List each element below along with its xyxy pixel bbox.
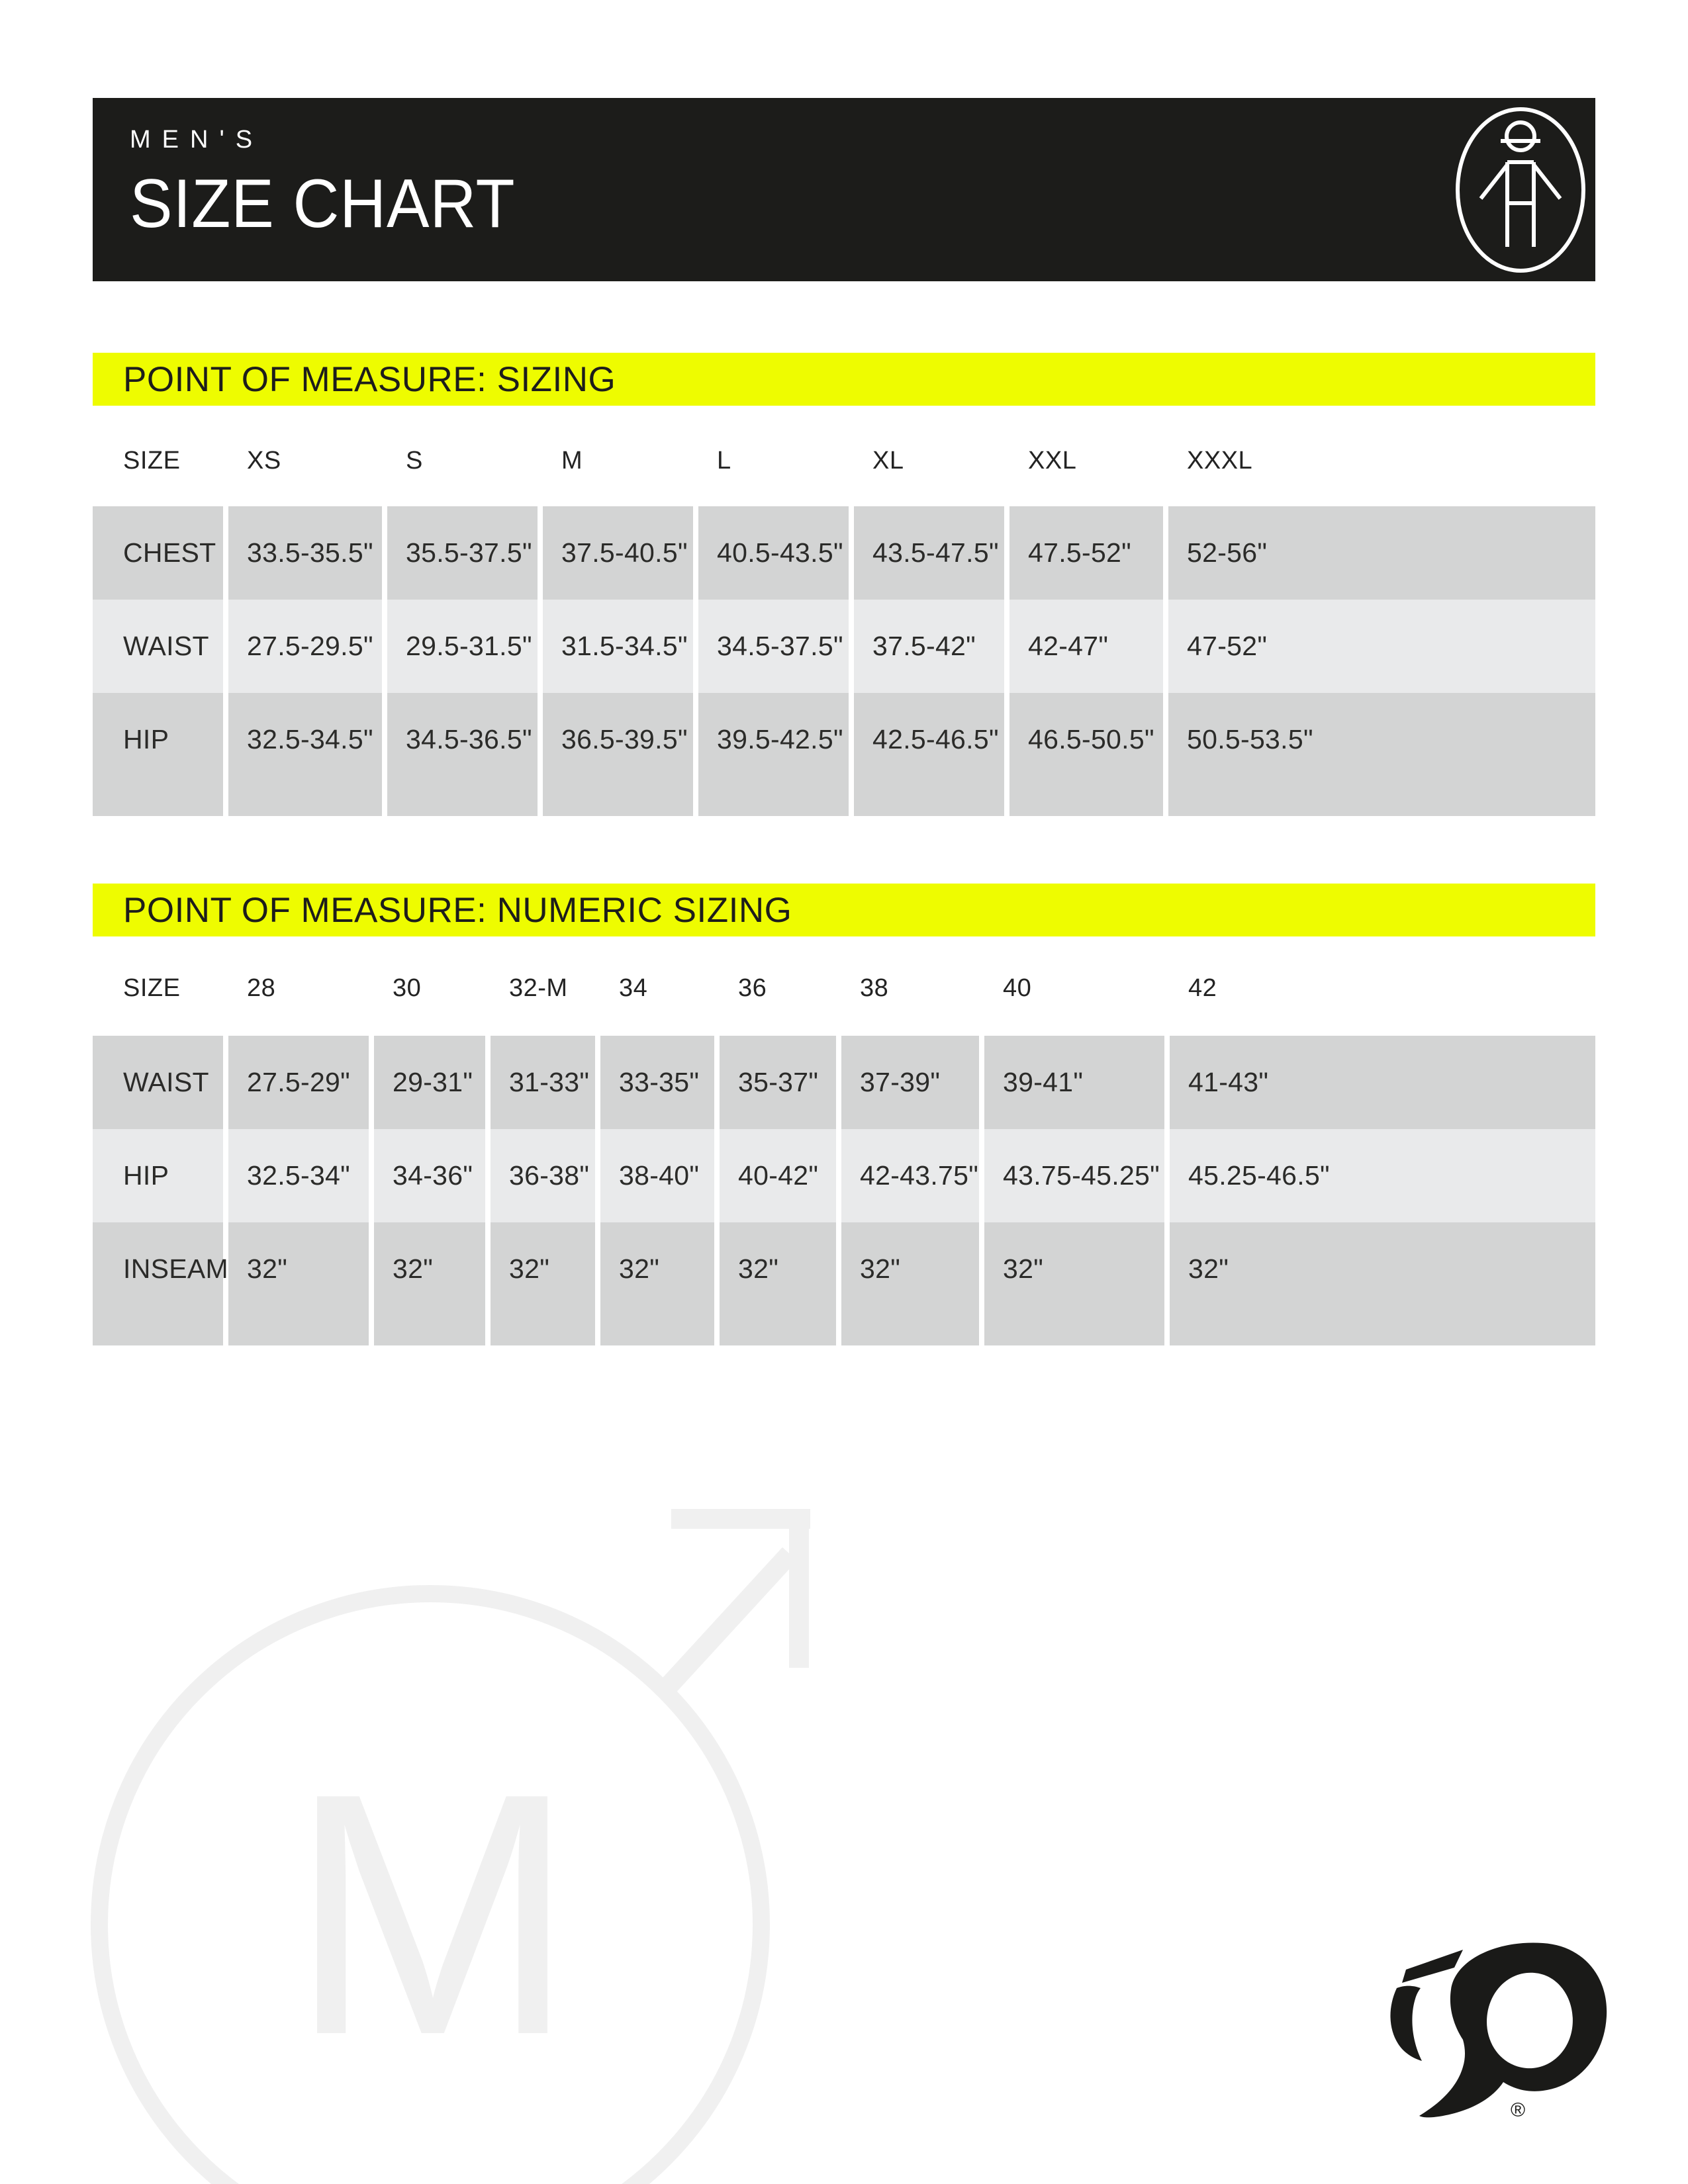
section-title: POINT OF MEASURE: SIZING: [123, 359, 616, 399]
column-header: 32-M: [509, 974, 568, 1002]
table-cell: 27.5-29": [228, 1036, 369, 1129]
table-row: [93, 600, 1595, 693]
column-header: XS: [247, 446, 281, 475]
table-cell: 32.5-34.5": [228, 693, 382, 816]
section-header-sizing: [93, 353, 1595, 406]
table-cell: 33.5-35.5": [228, 506, 382, 600]
table-cell: 29-31": [374, 1036, 485, 1129]
table-cell: 32": [1170, 1222, 1595, 1345]
row-label: CHEST: [93, 506, 223, 600]
table-cell: 32": [984, 1222, 1164, 1345]
table-cell: 40.5-43.5": [698, 506, 849, 600]
table-cell: 31.5-34.5": [543, 600, 693, 693]
column-header: M: [561, 446, 583, 475]
column-header: 40: [1003, 974, 1032, 1002]
table-cell: 35.5-37.5": [387, 506, 538, 600]
table-cell: 50.5-53.5": [1168, 693, 1595, 816]
table-row: [93, 1129, 1595, 1222]
table-cell: 29.5-31.5": [387, 600, 538, 693]
table-cell: 32": [374, 1222, 485, 1345]
table2-header-row: [93, 963, 1595, 1013]
row-label: INSEAM: [93, 1222, 223, 1345]
table-cell: 42.5-46.5": [854, 693, 1004, 816]
column-header: SIZE: [123, 974, 181, 1002]
column-header: XXL: [1028, 446, 1077, 475]
table-cell: 36.5-39.5": [543, 693, 693, 816]
table-cell: 32": [228, 1222, 369, 1345]
column-header: 38: [860, 974, 889, 1002]
table-cell: 34.5-36.5": [387, 693, 538, 816]
table-cell: 46.5-50.5": [1009, 693, 1163, 816]
male-figure-icon: [1454, 106, 1587, 274]
table-cell: 42-43.75": [841, 1129, 979, 1222]
page-title: SIZE CHART: [130, 165, 516, 242]
table1-header-row: [93, 435, 1595, 486]
table-cell: 33-35": [600, 1036, 714, 1129]
table-cell: 41-43": [1170, 1036, 1595, 1129]
table-cell: 37-39": [841, 1036, 979, 1129]
table-cell: 31-33": [491, 1036, 595, 1129]
section-title: POINT OF MEASURE: NUMERIC SIZING: [123, 890, 792, 930]
table-cell: 34-36": [374, 1129, 485, 1222]
column-header: L: [717, 446, 731, 475]
table-cell: 43.5-47.5": [854, 506, 1004, 600]
table-cell: 27.5-29.5": [228, 600, 382, 693]
column-header: XL: [872, 446, 904, 475]
table-row: [93, 506, 1595, 600]
column-header: XXXL: [1187, 446, 1253, 475]
column-header: SIZE: [123, 446, 181, 475]
column-header: 36: [738, 974, 767, 1002]
row-label: WAIST: [93, 1036, 223, 1129]
table2: [93, 1036, 1595, 1345]
row-label: WAIST: [93, 600, 223, 693]
pearl-izumi-logo: [1382, 1935, 1611, 2124]
table-cell: 40-42": [720, 1129, 836, 1222]
row-label: HIP: [93, 693, 223, 816]
column-header: 42: [1188, 974, 1217, 1002]
table-cell: 45.25-46.5": [1170, 1129, 1595, 1222]
table-cell: 37.5-42": [854, 600, 1004, 693]
table-cell: 34.5-37.5": [698, 600, 849, 693]
table1: [93, 506, 1595, 816]
table-cell: 32": [491, 1222, 595, 1345]
registered-mark: ®: [1510, 2099, 1526, 2121]
table-cell: 47-52": [1168, 600, 1595, 693]
table-cell: 39-41": [984, 1036, 1164, 1129]
table-cell: 39.5-42.5": [698, 693, 849, 816]
table-cell: 32": [720, 1222, 836, 1345]
table-cell: 35-37": [720, 1036, 836, 1129]
section-header-numeric-sizing: [93, 884, 1595, 936]
row-label: HIP: [93, 1129, 223, 1222]
table-cell: 32": [600, 1222, 714, 1345]
header-bar: [93, 98, 1595, 281]
table-cell: 42-47": [1009, 600, 1163, 693]
table-row: [93, 1222, 1595, 1345]
table-cell: 32.5-34": [228, 1129, 369, 1222]
logo-crescent: [1390, 1986, 1422, 2061]
column-header: 30: [393, 974, 422, 1002]
table-cell: 36-38": [491, 1129, 595, 1222]
table-cell: 37.5-40.5": [543, 506, 693, 600]
column-header: 34: [619, 974, 648, 1002]
table-cell: 38-40": [600, 1129, 714, 1222]
table-cell: 47.5-52": [1009, 506, 1163, 600]
table-row: [93, 693, 1595, 816]
table-cell: 52-56": [1168, 506, 1595, 600]
table-row: [93, 1036, 1595, 1129]
header-kicker: MEN'S: [130, 126, 264, 154]
table-cell: 43.75-45.25": [984, 1129, 1164, 1222]
column-header: S: [406, 446, 423, 475]
column-header: 28: [247, 974, 276, 1002]
table-cell: 32": [841, 1222, 979, 1345]
watermark-letter: M: [289, 1722, 576, 2107]
logo-blade: [1402, 1950, 1463, 1983]
